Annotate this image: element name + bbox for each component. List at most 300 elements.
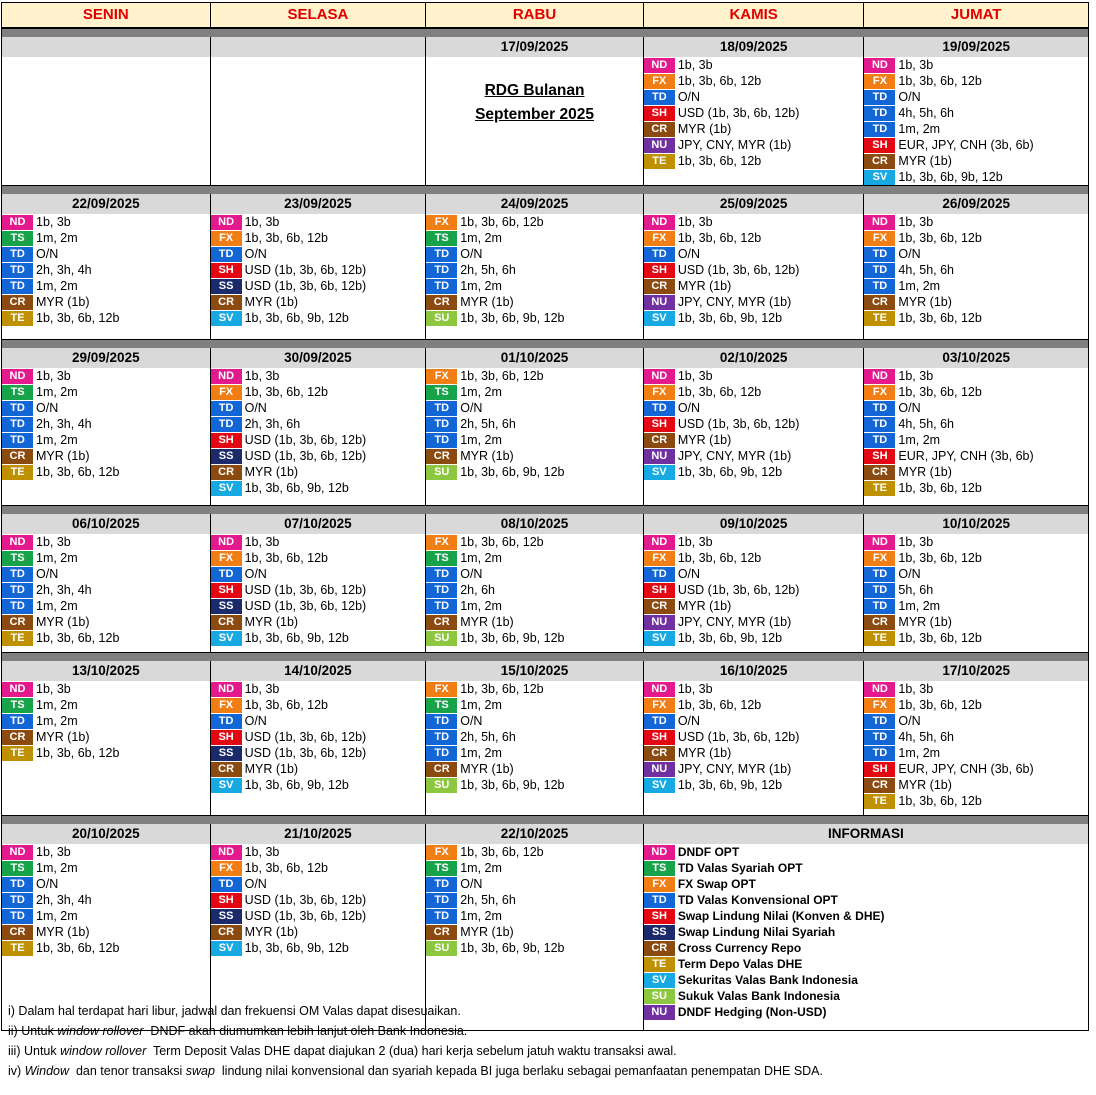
week-row	[2, 348, 1088, 505]
instrument-badge-fx: FX	[211, 698, 242, 713]
instrument-badge-fx: FX	[211, 231, 242, 246]
instrument-badge-td: TD	[864, 567, 895, 582]
schedule-item	[426, 761, 643, 777]
week-separator	[2, 28, 1088, 37]
tenor-text: O/N	[677, 401, 701, 415]
instrument-badge-fx: FX	[211, 861, 242, 876]
instrument-badge-cr: CR	[211, 295, 242, 310]
instrument-badge-fx: FX	[644, 231, 675, 246]
legend-label: Swap Lindung Nilai (Konven & DHE)	[677, 909, 885, 923]
instrument-badge-td: TD	[2, 877, 33, 892]
instrument-badge-sv: SV	[644, 465, 675, 480]
tenor-text: 4h, 5h, 6h	[898, 263, 955, 277]
day-cell	[211, 194, 427, 339]
instrument-badge-td: TD	[864, 263, 895, 278]
legend-item	[644, 844, 1088, 860]
instrument-badge-fx: FX	[211, 385, 242, 400]
schedule-item	[644, 777, 864, 793]
tenor-text: 4h, 5h, 6h	[898, 106, 955, 120]
instrument-badge-td: TD	[426, 247, 457, 262]
tenor-text: O/N	[898, 567, 921, 581]
tenor-text: O/N	[677, 90, 701, 104]
day-date: 20/10/2025	[2, 824, 210, 844]
instrument-badge-nd: ND	[2, 535, 33, 550]
tenor-text: MYR (1b)	[36, 730, 90, 744]
schedule-item	[864, 464, 1088, 480]
schedule-item	[644, 761, 864, 777]
day-date	[2, 37, 210, 57]
tenor-text: MYR (1b)	[244, 925, 299, 939]
tenor-text: MYR (1b)	[244, 295, 299, 309]
schedule-item	[644, 534, 864, 550]
instrument-badge-fx: FX	[864, 231, 895, 246]
tenor-text: MYR (1b)	[677, 433, 732, 447]
legend-item	[644, 876, 1088, 892]
day-date: 14/10/2025	[211, 661, 426, 681]
day-cell	[426, 514, 644, 652]
instrument-badge-sh: SH	[211, 730, 242, 745]
instrument-badge-td: TD	[426, 599, 457, 614]
tenor-text: 2h, 3h, 4h	[36, 263, 92, 277]
instrument-badge-nu: NU	[644, 615, 675, 630]
tenor-text: 1b, 3b, 6b, 9b, 12b	[460, 631, 565, 645]
schedule-item	[644, 310, 864, 326]
schedule-item	[426, 892, 643, 908]
day-cell	[426, 37, 644, 185]
schedule-item	[211, 368, 426, 384]
week-block	[1, 28, 1089, 185]
instrument-badge-sh: SH	[644, 106, 675, 121]
instrument-badge-cr: CR	[426, 615, 457, 630]
tenor-text: 1b, 3b, 6b, 9b, 12b	[898, 170, 1003, 184]
instrument-badge-sh: SH	[211, 893, 242, 908]
day-cell	[644, 37, 865, 185]
week-separator	[2, 185, 1088, 194]
schedule-item	[426, 566, 643, 582]
schedule-item	[426, 214, 643, 230]
day-date: 07/10/2025	[211, 514, 426, 534]
tenor-text: MYR (1b)	[36, 925, 90, 939]
day-date: 21/10/2025	[211, 824, 426, 844]
instrument-badge-cr: CR	[211, 465, 242, 480]
tenor-text: 1m, 2m	[898, 599, 941, 613]
week-row	[2, 661, 1088, 815]
legend-item	[644, 972, 1088, 988]
instrument-badge-td: TD	[864, 401, 895, 416]
instrument-badge-sv: SV	[864, 170, 895, 185]
tenor-text: 1m, 2m	[36, 279, 78, 293]
day-date: 26/09/2025	[864, 194, 1088, 214]
week-separator	[2, 505, 1088, 514]
instrument-badge-nd: ND	[2, 215, 33, 230]
week-separator	[2, 652, 1088, 661]
schedule-item	[2, 368, 210, 384]
schedule-item	[644, 713, 864, 729]
tenor-text: 1b, 3b, 6b, 9b, 12b	[244, 631, 349, 645]
schedule-item	[2, 464, 210, 480]
instrument-badge-fx: FX	[644, 74, 675, 89]
tenor-text: USD (1b, 3b, 6b, 12b)	[244, 279, 367, 293]
instrument-badge-nd: ND	[864, 215, 895, 230]
instrument-badge-td: TD	[211, 714, 242, 729]
instrument-badge-fx: FX	[864, 698, 895, 713]
instrument-badge-nd: ND	[211, 215, 242, 230]
schedule-item	[644, 153, 864, 169]
day-date: 22/09/2025	[2, 194, 210, 214]
schedule-item	[211, 614, 426, 630]
week-row	[2, 37, 1088, 185]
day-date: 15/10/2025	[426, 661, 643, 681]
schedule-item	[426, 614, 643, 630]
schedule-item	[426, 908, 643, 924]
instrument-badge-td: TD	[426, 567, 457, 582]
tenor-text: JPY, CNY, MYR (1b)	[677, 615, 792, 629]
instrument-badge-te: TE	[864, 794, 895, 809]
schedule-item	[211, 400, 426, 416]
instrument-badge-fx: FX	[644, 385, 675, 400]
tenor-text: MYR (1b)	[460, 615, 514, 629]
schedule-item	[426, 278, 643, 294]
tenor-text: MYR (1b)	[898, 154, 952, 168]
tenor-text: 1b, 3b, 6b, 12b	[898, 385, 982, 399]
instrument-badge-su: SU	[426, 941, 457, 956]
instrument-badge-fx: FX	[864, 74, 895, 89]
instrument-badge-sv: SV	[211, 311, 242, 326]
legend-item	[644, 892, 1088, 908]
schedule-item	[211, 876, 426, 892]
tenor-text: 1b, 3b	[36, 682, 71, 696]
schedule-item	[864, 89, 1088, 105]
schedule-item	[644, 89, 864, 105]
instrument-badge-td: TD	[2, 263, 33, 278]
legend-item	[644, 860, 1088, 876]
schedule-item	[211, 294, 426, 310]
instrument-badge-nd: ND	[644, 535, 675, 550]
day-date: 01/10/2025	[426, 348, 643, 368]
schedule-item	[864, 416, 1088, 432]
tenor-text: 1b, 3b	[898, 215, 934, 229]
instrument-badge-te: TE	[2, 746, 33, 761]
tenor-text: MYR (1b)	[460, 295, 514, 309]
tenor-text: JPY, CNY, MYR (1b)	[677, 295, 792, 309]
tenor-text: USD (1b, 3b, 6b, 12b)	[677, 417, 800, 431]
instrument-badge-ts: TS	[2, 551, 33, 566]
instrument-badge-cr: CR	[644, 746, 675, 761]
day-cell	[2, 661, 211, 815]
tenor-text: 1b, 3b, 6b, 9b, 12b	[677, 631, 783, 645]
schedule-item	[2, 614, 210, 630]
instrument-badge-te: TE	[864, 481, 895, 496]
schedule-item	[2, 246, 210, 262]
instrument-badge-td: TD	[426, 401, 457, 416]
tenor-text: O/N	[244, 877, 267, 891]
schedule-item	[864, 566, 1088, 582]
tenor-text: 1m, 2m	[36, 231, 78, 245]
instrument-badge-fx: FX	[644, 551, 675, 566]
tenor-text: 1b, 3b	[898, 369, 934, 383]
schedule-item	[211, 432, 426, 448]
legend-item	[644, 956, 1088, 972]
tenor-text: 1b, 3b, 6b, 12b	[898, 698, 982, 712]
tenor-text: 2h, 3h, 4h	[36, 417, 92, 431]
schedule-item	[2, 924, 210, 940]
tenor-text: MYR (1b)	[36, 615, 90, 629]
instrument-badge-td: TD	[864, 583, 895, 598]
tenor-text: 1m, 2m	[36, 599, 78, 613]
day-cell	[426, 824, 644, 1030]
schedule-item	[644, 464, 864, 480]
tenor-text: 1m, 2m	[460, 861, 502, 875]
tenor-text: MYR (1b)	[677, 122, 732, 136]
instrument-badge-td: TD	[2, 401, 33, 416]
schedule-item	[644, 294, 864, 310]
schedule-item	[864, 278, 1088, 294]
instrument-badge-cr: CR	[426, 762, 457, 777]
instrument-badge-td: TD	[426, 417, 457, 432]
tenor-text: 1m, 2m	[460, 599, 502, 613]
schedule-item	[426, 294, 643, 310]
tenor-text: 1m, 2m	[36, 714, 78, 728]
instrument-badge-ts: TS	[2, 861, 33, 876]
footnote-segment: lindung nilai konvensional dan syariah kepada BI juga berlaku sebagai pemanfaatan penempatan DHE SDA.	[214, 1064, 823, 1078]
instrument-badge-td: TD	[864, 730, 895, 745]
schedule-item	[864, 761, 1088, 777]
day-date: 29/09/2025	[2, 348, 210, 368]
week-separator	[2, 339, 1088, 348]
schedule-item	[211, 940, 426, 956]
tenor-text: O/N	[898, 90, 921, 104]
instrument-badge-ss: SS	[211, 746, 242, 761]
day-date: 10/10/2025	[864, 514, 1088, 534]
schedule-item	[864, 793, 1088, 809]
instrument-badge-nd: ND	[2, 369, 33, 384]
schedule-item	[864, 713, 1088, 729]
schedule-item	[211, 729, 426, 745]
schedule-item	[644, 278, 864, 294]
tenor-text: 1b, 3b, 6b, 12b	[36, 746, 120, 760]
instrument-badge-td: TD	[426, 746, 457, 761]
legend-label: TD Valas Konvensional OPT	[677, 893, 838, 907]
tenor-text: EUR, JPY, CNH (3b, 6b)	[898, 138, 1034, 152]
schedule-item	[2, 214, 210, 230]
tenor-text: 1b, 3b, 6b, 12b	[460, 682, 544, 696]
legend-label: DNDF OPT	[677, 845, 740, 859]
instrument-badge-fx: FX	[426, 215, 457, 230]
tenor-text: 1b, 3b	[36, 535, 71, 549]
tenor-text: O/N	[460, 401, 483, 415]
schedule-item	[864, 777, 1088, 793]
legend-label: Sukuk Valas Bank Indonesia	[677, 989, 840, 1003]
legend-label: Sekuritas Valas Bank Indonesia	[677, 973, 858, 987]
schedule-item	[644, 630, 864, 646]
instrument-badge-fx: FX	[644, 698, 675, 713]
instrument-badge-td: TD	[2, 909, 33, 924]
instrument-badge-nd: ND	[211, 845, 242, 860]
tenor-text: 2h, 5h, 6h	[460, 417, 516, 431]
tenor-text: USD (1b, 3b, 6b, 12b)	[677, 730, 800, 744]
schedule-item	[211, 924, 426, 940]
instrument-badge-sh: SH	[864, 762, 895, 777]
schedule-item	[2, 940, 210, 956]
tenor-text: EUR, JPY, CNH (3b, 6b)	[898, 449, 1034, 463]
weekday-selasa: SELASA	[211, 3, 427, 27]
schedule-item	[211, 464, 426, 480]
calendar-weeks	[1, 28, 1089, 1031]
schedule-item	[644, 73, 864, 89]
instrument-badge-sh: SH	[211, 433, 242, 448]
schedule-item	[644, 57, 864, 73]
instrument-badge-te: TE	[644, 957, 675, 972]
schedule-item	[426, 745, 643, 761]
tenor-text: O/N	[460, 247, 483, 261]
schedule-item	[644, 582, 864, 598]
instrument-badge-ts: TS	[426, 385, 457, 400]
schedule-item	[426, 384, 643, 400]
instrument-badge-td: TD	[2, 893, 33, 908]
tenor-text: O/N	[36, 247, 59, 261]
schedule-item	[211, 598, 426, 614]
schedule-item	[426, 924, 643, 940]
tenor-text: MYR (1b)	[244, 615, 299, 629]
footnote	[8, 1021, 1088, 1041]
schedule-item	[426, 777, 643, 793]
schedule-item	[211, 777, 426, 793]
week-separator	[2, 815, 1088, 824]
tenor-text: 2h, 5h, 6h	[460, 263, 516, 277]
tenor-text: 1b, 3b, 6b, 9b, 12b	[460, 941, 565, 955]
footnote-segment: Window	[24, 1064, 70, 1078]
instrument-badge-nd: ND	[864, 369, 895, 384]
tenor-text: O/N	[677, 714, 701, 728]
instrument-badge-su: SU	[644, 989, 675, 1004]
week-row	[2, 194, 1088, 339]
instrument-badge-td: TD	[864, 122, 895, 137]
schedule-item	[864, 729, 1088, 745]
tenor-text: EUR, JPY, CNH (3b, 6b)	[898, 762, 1034, 776]
instrument-badge-td: TD	[426, 909, 457, 924]
instrument-badge-nu: NU	[644, 449, 675, 464]
schedule-item	[644, 681, 864, 697]
tenor-text: 1b, 3b	[244, 845, 280, 859]
day-cell	[644, 514, 865, 652]
schedule-item	[2, 278, 210, 294]
schedule-item	[426, 876, 643, 892]
instrument-badge-fx: FX	[426, 369, 457, 384]
day-date: 17/10/2025	[864, 661, 1088, 681]
schedule-item	[426, 534, 643, 550]
day-date: 23/09/2025	[211, 194, 426, 214]
tenor-text: MYR (1b)	[460, 762, 514, 776]
instrument-badge-ts: TS	[426, 861, 457, 876]
instrument-badge-td: TD	[2, 417, 33, 432]
tenor-text: 1b, 3b, 6b, 12b	[677, 231, 762, 245]
tenor-text: 1m, 2m	[460, 385, 502, 399]
instrument-badge-nd: ND	[644, 845, 675, 860]
tenor-text: 1b, 3b	[36, 215, 71, 229]
day-date: 30/09/2025	[211, 348, 426, 368]
legend-label: FX Swap OPT	[677, 877, 756, 891]
instrument-badge-nu: NU	[644, 762, 675, 777]
schedule-item	[211, 534, 426, 550]
instrument-badge-cr: CR	[426, 449, 457, 464]
instrument-badge-sh: SH	[211, 583, 242, 598]
schedule-item	[864, 262, 1088, 278]
instrument-badge-nd: ND	[864, 58, 895, 73]
tenor-text: 1m, 2m	[460, 551, 502, 565]
legend-label: DNDF Hedging (Non-USD)	[677, 1005, 827, 1019]
day-cell	[864, 348, 1088, 505]
schedule-item	[2, 876, 210, 892]
schedule-item	[426, 681, 643, 697]
tenor-text: O/N	[677, 567, 701, 581]
schedule-item	[2, 294, 210, 310]
schedule-item	[644, 566, 864, 582]
instrument-badge-nd: ND	[211, 369, 242, 384]
schedule-item	[211, 582, 426, 598]
schedule-item	[644, 400, 864, 416]
day-cell	[426, 194, 644, 339]
schedule-item	[2, 400, 210, 416]
schedule-item	[864, 121, 1088, 137]
tenor-text: 1b, 3b, 6b, 12b	[898, 794, 982, 808]
instrument-badge-sv: SV	[211, 631, 242, 646]
tenor-text: USD (1b, 3b, 6b, 12b)	[244, 449, 367, 463]
instrument-badge-fx: FX	[211, 551, 242, 566]
schedule-item	[2, 582, 210, 598]
schedule-item	[644, 697, 864, 713]
schedule-item	[864, 137, 1088, 153]
schedule-item	[211, 713, 426, 729]
instrument-badge-td: TD	[426, 877, 457, 892]
footnote-segment: dan tenor transaksi	[69, 1064, 186, 1078]
instrument-badge-cr: CR	[426, 925, 457, 940]
tenor-text: 1b, 3b	[244, 535, 280, 549]
schedule-item	[211, 278, 426, 294]
legend-item	[644, 908, 1088, 924]
schedule-item	[864, 598, 1088, 614]
schedule-item	[426, 844, 643, 860]
tenor-text: 1b, 3b, 6b, 12b	[36, 941, 120, 955]
tenor-text: 1b, 3b, 6b, 12b	[244, 385, 329, 399]
instrument-badge-ts: TS	[644, 861, 675, 876]
instrument-badge-td: TD	[864, 106, 895, 121]
instrument-badge-sh: SH	[644, 730, 675, 745]
instrument-badge-nd: ND	[644, 58, 675, 73]
instrument-badge-td: TD	[426, 433, 457, 448]
instrument-badge-ss: SS	[211, 279, 242, 294]
day-date: 22/10/2025	[426, 824, 643, 844]
tenor-text: MYR (1b)	[898, 465, 952, 479]
info-legend	[644, 824, 1088, 1030]
schedule-item	[864, 480, 1088, 496]
tenor-text: USD (1b, 3b, 6b, 12b)	[244, 909, 367, 923]
rdg-note-line: RDG Bulanan	[484, 82, 585, 99]
schedule-item	[426, 550, 643, 566]
instrument-badge-ts: TS	[2, 698, 33, 713]
instrument-badge-sv: SV	[644, 631, 675, 646]
schedule-item	[2, 566, 210, 582]
schedule-item	[426, 697, 643, 713]
instrument-badge-nd: ND	[2, 682, 33, 697]
tenor-text: 1m, 2m	[460, 433, 502, 447]
rdg-note	[426, 79, 643, 127]
schedule-item	[644, 550, 864, 566]
instrument-badge-sv: SV	[211, 778, 242, 793]
instrument-badge-nd: ND	[864, 535, 895, 550]
instrument-badge-cr: CR	[211, 762, 242, 777]
schedule-item	[644, 614, 864, 630]
schedule-item	[426, 860, 643, 876]
